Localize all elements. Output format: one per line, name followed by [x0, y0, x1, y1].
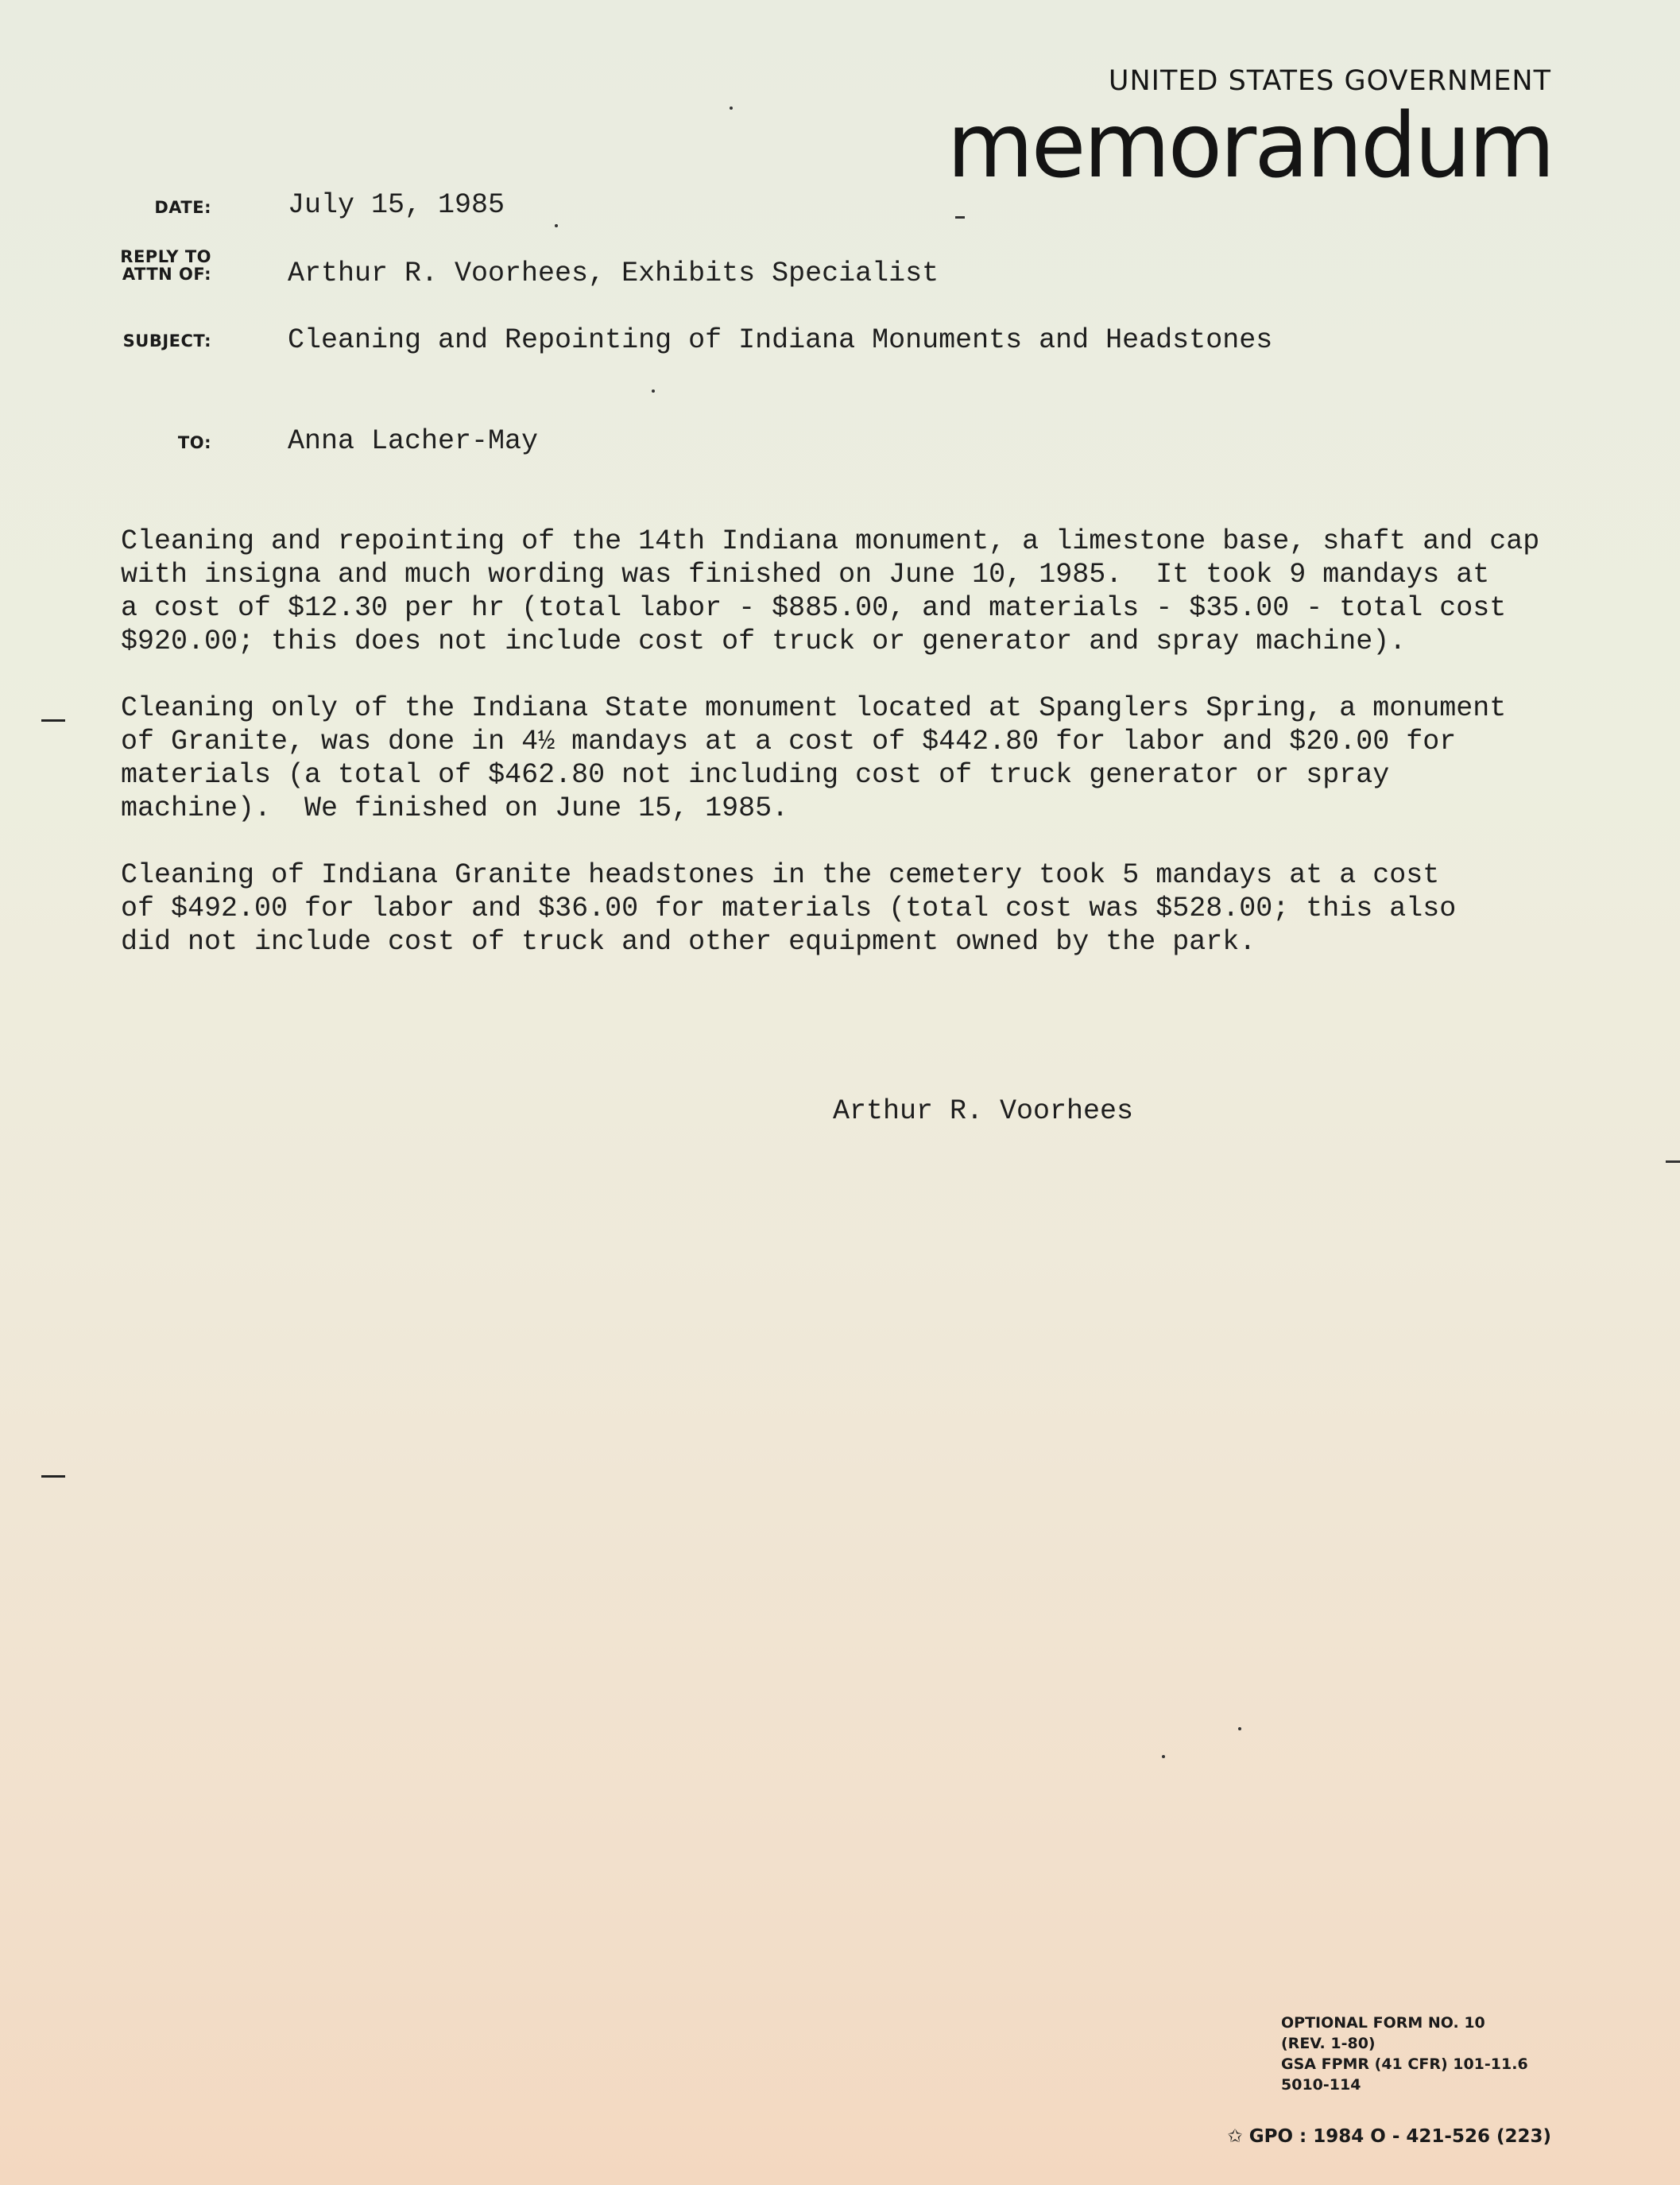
- form-info-line4: 5010-114: [1281, 2076, 1361, 2094]
- government-heading: UNITED STATES GOVERNMENT: [1108, 65, 1551, 97]
- paper-speck: [1238, 1727, 1241, 1730]
- form-info-line2: (REV. 1-80): [1281, 2035, 1376, 2052]
- form-info-line3: GSA FPMR (41 CFR) 101-11.6: [1281, 2055, 1528, 2073]
- body-paragraph-2: Cleaning only of the Indiana State monument located at Spanglers Spring, a monument of Granite, was done in 4½ mandays at a cost of $442.80 for labor and $20.00 for materials (a total of $462.80 not including cost of truck generator or spray machine). We finished on June 15, 1985.: [121, 692, 1507, 824]
- paper-mark: [955, 216, 965, 219]
- date-value: July 15, 1985: [288, 189, 505, 221]
- reply-label: [84, 248, 211, 283]
- gpo-line: ✩ GPO : 1984 O - 421-526 (223): [1227, 2126, 1551, 2147]
- paper-speck: [652, 389, 655, 393]
- paper-mark: [1666, 1160, 1680, 1163]
- paper-speck: [730, 107, 733, 110]
- reply-value: Arthur R. Voorhees, Exhibits Specialist: [288, 258, 939, 289]
- margin-mark-upper: [41, 719, 65, 722]
- subject-label: SUBJECT:: [122, 331, 211, 351]
- to-label: TO:: [177, 433, 211, 452]
- reply-label-line2: ATTN OF:: [122, 265, 211, 284]
- signature-name: Arthur R. Voorhees: [833, 1095, 1134, 1127]
- paper-speck: [555, 224, 558, 227]
- form-info: [1281, 2013, 1528, 2095]
- to-value: Anna Lacher-May: [288, 425, 539, 457]
- margin-mark-lower: [41, 1475, 65, 1478]
- body-paragraph-3: Cleaning of Indiana Granite headstones in the cemetery took 5 mandays at a cost of $492.00 for labor and $36.00 for materials (total cost was $528.00; this also did not include cost of truck and other equipment owned by the park.: [121, 859, 1457, 958]
- paper-speck: [1162, 1755, 1165, 1758]
- reply-label-line1: REPLY TO: [120, 247, 211, 266]
- subject-value: Cleaning and Repointing of Indiana Monuments and Headstones: [288, 324, 1273, 356]
- body-paragraph-1: Cleaning and repointing of the 14th Indiana monument, a limestone base, shaft and cap with insigna and much wording was finished on June 10, 1985. It took 9 mandays at a cost of $12.30 per hr (total labor - $885.00, and materials - $35.00 - total cost $920.00; this does not include cost of truck or generator and spray machine).: [121, 525, 1540, 657]
- memorandum-title: memorandum: [946, 95, 1553, 198]
- form-info-line1: OPTIONAL FORM NO. 10: [1281, 2014, 1485, 2032]
- date-label: DATE:: [154, 198, 211, 217]
